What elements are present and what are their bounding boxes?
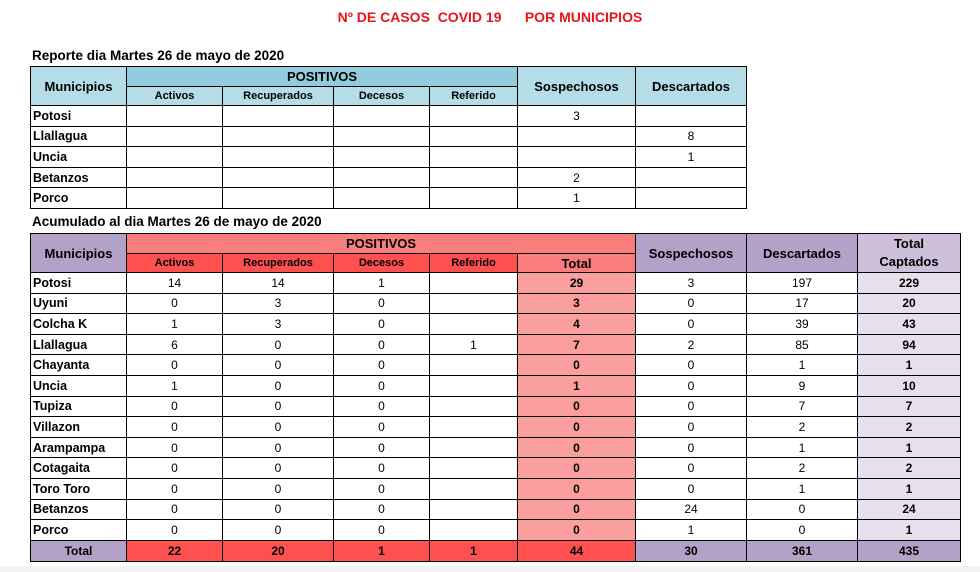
daily-report-table xyxy=(30,66,747,209)
table-row xyxy=(31,293,961,314)
cell-decesos: 0 xyxy=(334,417,430,438)
table-row xyxy=(31,417,961,438)
cell-recuperados: 0 xyxy=(223,355,334,376)
municipio-name: Potosi xyxy=(31,106,127,127)
cell-descartados: 8 xyxy=(636,126,747,147)
cell-total: 1 xyxy=(518,375,636,396)
cell-sospechosos: 2 xyxy=(636,334,747,355)
cell-referido xyxy=(430,478,518,499)
cell-decesos: 0 xyxy=(334,478,430,499)
cell-total: 3 xyxy=(518,293,636,314)
cell-captados: 2 xyxy=(858,417,961,438)
municipio-name: Llallagua xyxy=(31,126,127,147)
cell-captados: 229 xyxy=(858,273,961,294)
cell-sospechosos: 1 xyxy=(518,188,636,209)
totals-captados: 435 xyxy=(858,540,961,561)
table-row xyxy=(31,355,961,376)
cell-captados: 1 xyxy=(858,437,961,458)
cell-captados: 2 xyxy=(858,458,961,479)
municipio-name: Uyuni xyxy=(31,293,127,314)
cell-sospechosos: 0 xyxy=(636,314,747,335)
table-row xyxy=(31,478,961,499)
totals-referido: 1 xyxy=(430,540,518,561)
header-sospechosos: Sospechosos xyxy=(518,67,636,106)
cell-decesos xyxy=(334,147,430,168)
totals-recuperados: 20 xyxy=(223,540,334,561)
municipio-name: Porco xyxy=(31,188,127,209)
cell-captados: 1 xyxy=(858,520,961,541)
cell-recuperados xyxy=(223,147,334,168)
cell-decesos xyxy=(334,167,430,188)
acc-header-total: Total xyxy=(518,254,636,273)
cell-referido xyxy=(430,314,518,335)
cell-sospechosos: 0 xyxy=(636,417,747,438)
totals-total: 44 xyxy=(518,540,636,561)
cell-activos: 0 xyxy=(127,417,223,438)
cell-referido xyxy=(430,106,518,127)
cell-captados: 24 xyxy=(858,499,961,520)
cell-captados: 1 xyxy=(858,355,961,376)
cell-decesos xyxy=(334,106,430,127)
cell-descartados: 17 xyxy=(747,293,858,314)
cell-captados: 7 xyxy=(858,396,961,417)
page-title xyxy=(0,9,980,25)
cell-decesos: 0 xyxy=(334,293,430,314)
cell-decesos xyxy=(334,188,430,209)
cell-referido: 1 xyxy=(430,334,518,355)
cell-total: 0 xyxy=(518,458,636,479)
cell-descartados: 0 xyxy=(747,520,858,541)
cell-descartados: 39 xyxy=(747,314,858,335)
cell-activos: 0 xyxy=(127,355,223,376)
cell-referido xyxy=(430,126,518,147)
cell-recuperados: 0 xyxy=(223,520,334,541)
cell-recuperados: 0 xyxy=(223,478,334,499)
cell-sospechosos: 0 xyxy=(636,293,747,314)
acc-header-sospechosos: Sospechosos xyxy=(636,234,747,273)
cell-total: 0 xyxy=(518,417,636,438)
cell-activos: 1 xyxy=(127,375,223,396)
cell-total: 29 xyxy=(518,273,636,294)
cell-activos: 0 xyxy=(127,437,223,458)
acc-header-activos: Activos xyxy=(127,254,223,273)
cell-referido xyxy=(430,396,518,417)
cell-sospechosos: 0 xyxy=(636,478,747,499)
cell-referido xyxy=(430,520,518,541)
cell-descartados: 9 xyxy=(747,375,858,396)
cell-sospechosos: 2 xyxy=(518,167,636,188)
municipio-name: Betanzos xyxy=(31,499,127,520)
cell-total: 0 xyxy=(518,478,636,499)
cell-referido xyxy=(430,458,518,479)
cell-descartados: 2 xyxy=(747,417,858,438)
cell-decesos: 0 xyxy=(334,396,430,417)
totals-sospechosos: 30 xyxy=(636,540,747,561)
cell-referido xyxy=(430,293,518,314)
cell-captados: 1 xyxy=(858,478,961,499)
cell-activos: 14 xyxy=(127,273,223,294)
cell-total: 0 xyxy=(518,355,636,376)
cell-descartados xyxy=(636,106,747,127)
municipio-name: Uncia xyxy=(31,375,127,396)
cell-sospechosos: 3 xyxy=(636,273,747,294)
cell-recuperados: 0 xyxy=(223,458,334,479)
cell-sospechosos: 3 xyxy=(518,106,636,127)
table-row xyxy=(31,458,961,479)
table-row xyxy=(31,126,747,147)
cell-recuperados: 3 xyxy=(223,314,334,335)
cell-decesos: 0 xyxy=(334,375,430,396)
header-referido: Referido xyxy=(430,87,518,106)
cell-activos xyxy=(127,188,223,209)
municipio-name: Potosi xyxy=(31,273,127,294)
cell-recuperados xyxy=(223,167,334,188)
page-title-part1: Nº DE CASOS COVID 19 xyxy=(337,9,502,25)
cell-referido xyxy=(430,188,518,209)
totals-row xyxy=(31,540,961,561)
bottom-divider xyxy=(0,566,980,572)
cell-recuperados xyxy=(223,126,334,147)
header-decesos: Decesos xyxy=(334,87,430,106)
cell-descartados xyxy=(636,188,747,209)
cell-referido xyxy=(430,147,518,168)
cell-sospechosos xyxy=(518,126,636,147)
acc-header-positivos: POSITIVOS xyxy=(127,234,636,254)
cell-referido xyxy=(430,375,518,396)
header-recuperados: Recuperados xyxy=(223,87,334,106)
cell-referido xyxy=(430,355,518,376)
totals-activos: 22 xyxy=(127,540,223,561)
cell-total: 0 xyxy=(518,396,636,417)
cell-recuperados xyxy=(223,188,334,209)
acc-header-recuperados: Recuperados xyxy=(223,254,334,273)
cell-sospechosos: 0 xyxy=(636,458,747,479)
cell-decesos: 0 xyxy=(334,314,430,335)
header-descartados: Descartados xyxy=(636,67,747,106)
table-row xyxy=(31,396,961,417)
municipio-name: Chayanta xyxy=(31,355,127,376)
cell-recuperados: 0 xyxy=(223,375,334,396)
cell-activos xyxy=(127,147,223,168)
page-title-part2: POR MUNICIPIOS xyxy=(524,9,643,25)
cell-descartados: 2 xyxy=(747,458,858,479)
cell-total: 4 xyxy=(518,314,636,335)
cell-descartados: 1 xyxy=(747,355,858,376)
cell-descartados: 1 xyxy=(747,437,858,458)
cell-recuperados: 0 xyxy=(223,499,334,520)
cell-captados: 94 xyxy=(858,334,961,355)
cell-sospechosos: 0 xyxy=(636,396,747,417)
cell-referido xyxy=(430,167,518,188)
cell-decesos: 1 xyxy=(334,273,430,294)
table-row xyxy=(31,499,961,520)
cell-activos: 0 xyxy=(127,458,223,479)
cell-recuperados: 14 xyxy=(223,273,334,294)
cell-activos: 0 xyxy=(127,293,223,314)
cell-decesos: 0 xyxy=(334,334,430,355)
cell-recuperados: 0 xyxy=(223,437,334,458)
table-row xyxy=(31,314,961,335)
cell-captados: 10 xyxy=(858,375,961,396)
municipio-name: Uncia xyxy=(31,147,127,168)
cell-activos: 0 xyxy=(127,499,223,520)
table-row xyxy=(31,188,747,209)
municipio-name: Porco xyxy=(31,520,127,541)
cell-activos xyxy=(127,106,223,127)
cell-descartados: 0 xyxy=(747,499,858,520)
header-municipios: Municipios xyxy=(31,67,127,106)
cell-total: 0 xyxy=(518,437,636,458)
cell-descartados: 1 xyxy=(636,147,747,168)
cell-total: 0 xyxy=(518,520,636,541)
cell-referido xyxy=(430,437,518,458)
cell-activos xyxy=(127,167,223,188)
header-positivos: POSITIVOS xyxy=(127,67,518,87)
cell-activos: 0 xyxy=(127,478,223,499)
cell-decesos: 0 xyxy=(334,520,430,541)
totals-decesos: 1 xyxy=(334,540,430,561)
acc-header-descartados: Descartados xyxy=(747,234,858,273)
municipio-name: Colcha K xyxy=(31,314,127,335)
table-row xyxy=(31,273,961,294)
accumulated-heading: Acumulado al dia Martes 26 de mayo de 2020 xyxy=(32,214,322,229)
cell-descartados: 197 xyxy=(747,273,858,294)
cell-descartados: 1 xyxy=(747,478,858,499)
acc-header-referido: Referido xyxy=(430,254,518,273)
municipio-name: Cotagaita xyxy=(31,458,127,479)
cell-activos: 1 xyxy=(127,314,223,335)
acc-header-total-captados-line2: Captados xyxy=(879,254,939,269)
cell-referido xyxy=(430,273,518,294)
municipio-name: Tupiza xyxy=(31,396,127,417)
acc-header-total-captados-line1: Total xyxy=(893,236,925,251)
table-row xyxy=(31,375,961,396)
cell-captados: 43 xyxy=(858,314,961,335)
cell-captados: 20 xyxy=(858,293,961,314)
acc-header-municipios: Municipios xyxy=(31,234,127,273)
cell-total: 0 xyxy=(518,499,636,520)
cell-sospechosos: 0 xyxy=(636,375,747,396)
cell-activos: 0 xyxy=(127,396,223,417)
accumulated-table xyxy=(30,233,961,562)
report-heading: Reporte dia Martes 26 de mayo de 2020 xyxy=(32,48,285,63)
cell-activos: 6 xyxy=(127,334,223,355)
cell-recuperados: 0 xyxy=(223,417,334,438)
acc-header-decesos: Decesos xyxy=(334,254,430,273)
municipio-name: Toro Toro xyxy=(31,478,127,499)
municipio-name: Arampampa xyxy=(31,437,127,458)
cell-decesos xyxy=(334,126,430,147)
table-row xyxy=(31,106,747,127)
cell-recuperados xyxy=(223,106,334,127)
header-activos: Activos xyxy=(127,87,223,106)
totals-label: Total xyxy=(31,540,127,561)
municipio-name: Villazon xyxy=(31,417,127,438)
acc-header-total-captados xyxy=(858,234,961,273)
cell-activos xyxy=(127,126,223,147)
table-row xyxy=(31,520,961,541)
municipio-name: Llallagua xyxy=(31,334,127,355)
cell-decesos: 0 xyxy=(334,458,430,479)
cell-referido xyxy=(430,417,518,438)
cell-decesos: 0 xyxy=(334,499,430,520)
cell-referido xyxy=(430,499,518,520)
cell-descartados: 85 xyxy=(747,334,858,355)
table-row xyxy=(31,147,747,168)
cell-descartados: 7 xyxy=(747,396,858,417)
cell-sospechosos: 0 xyxy=(636,355,747,376)
cell-sospechosos xyxy=(518,147,636,168)
cell-sospechosos: 24 xyxy=(636,499,747,520)
cell-descartados xyxy=(636,167,747,188)
table-row xyxy=(31,167,747,188)
cell-recuperados: 0 xyxy=(223,334,334,355)
cell-sospechosos: 0 xyxy=(636,437,747,458)
cell-decesos: 0 xyxy=(334,355,430,376)
cell-activos: 0 xyxy=(127,520,223,541)
totals-descartados: 361 xyxy=(747,540,858,561)
table-row xyxy=(31,334,961,355)
cell-recuperados: 0 xyxy=(223,396,334,417)
cell-total: 7 xyxy=(518,334,636,355)
cell-decesos: 0 xyxy=(334,437,430,458)
cell-recuperados: 3 xyxy=(223,293,334,314)
table-row xyxy=(31,437,961,458)
cell-sospechosos: 1 xyxy=(636,520,747,541)
municipio-name: Betanzos xyxy=(31,167,127,188)
